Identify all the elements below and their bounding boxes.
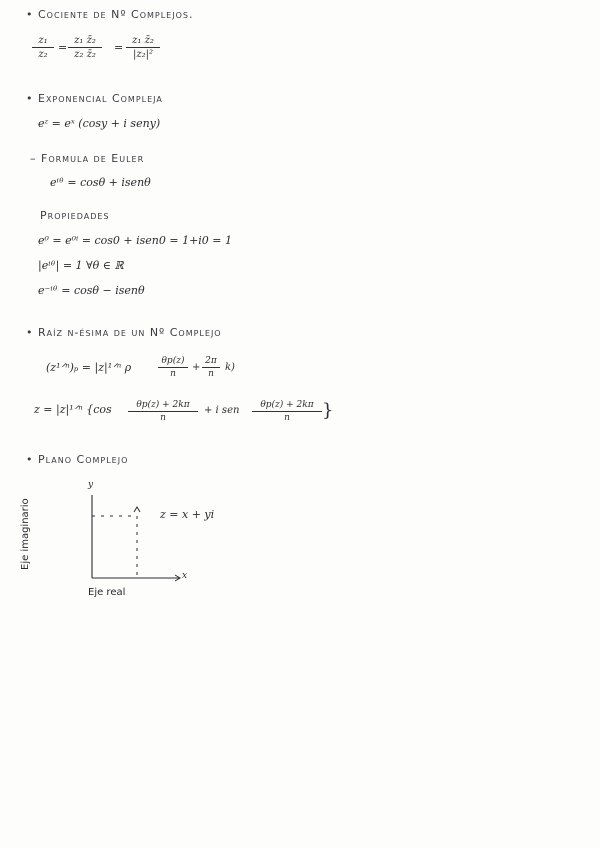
section-title: Exponencial Compleja [38, 92, 163, 105]
property-line-3: e⁻ⁱᶿ = cosθ − isenθ [38, 284, 145, 297]
bullet: • [26, 453, 34, 466]
section-title: Plano Complejo [38, 453, 129, 466]
root-formula-full-lhs: z = |z|¹ᐟⁿ {cos [34, 403, 112, 416]
fraction-conjugate: $\frac{\text{z₁ z̄₂}}{\text{z₂ z̄₂}}$ [68, 35, 102, 60]
fraction-theta-over-n: $\frac{\theta p(z)}{n}$ [158, 356, 188, 379]
x-axis-title: Eje real [88, 587, 126, 598]
fraction-modulus: $\frac{\text{z₁ z̄₂}}{\text{|z₂|²}}$ [126, 35, 160, 60]
plus-sign: + [192, 362, 201, 373]
bullet: • [26, 92, 34, 105]
equals-sign: = [58, 41, 68, 54]
property-line-1: e⁰ = e⁰ⁱ = cos0 + isen0 = 1+i0 = 1 [38, 234, 233, 247]
bullet: • [26, 8, 34, 21]
equals-sign: = [114, 41, 124, 54]
equation-euler: eⁱᶿ = cosθ + isenθ [50, 176, 151, 189]
fraction-angle-cos: $\frac{\theta p(z) + 2k\pi}{n}$ [128, 400, 198, 423]
bullet: • [26, 326, 34, 339]
root-formula-tail: k) [225, 362, 235, 373]
bullet: – [30, 152, 37, 165]
point-arrow [134, 507, 140, 512]
fraction-angle-sen: $\frac{\theta p(z) + 2k\pi}{n}$ [252, 400, 322, 423]
fraction-2pi-over-n: $\frac{2\pi}{n}$ [202, 356, 220, 379]
property-line-2: |eⁱᶿ| = 1 ∀θ ∈ ℝ [38, 259, 124, 272]
section-title: Raíz n-ésima de un Nº Complejo [38, 326, 222, 339]
section-title: Cociente de Nº Complejos. [38, 8, 194, 21]
point-z-label: z = x + yi [160, 508, 215, 521]
equation-exponential: eᶻ = eˣ (cosy + i seny) [38, 117, 161, 130]
root-formula-mid: + i sen [204, 405, 240, 416]
root-formula-lhs: (z¹ᐟⁿ)ₚ = |z|¹ᐟⁿ ρ [46, 361, 132, 374]
y-axis-title: Eje imaginario [20, 498, 31, 570]
x-axis-label: x [182, 571, 188, 581]
closing-brace: } [322, 400, 334, 421]
section-title: Formula de Euler [41, 152, 145, 165]
y-axis-label: y [88, 480, 94, 490]
fraction-z1-z2: $\frac{\text{z₁}}{\text{z₂}}$ [32, 35, 54, 60]
section-title: Propiedades [40, 209, 110, 222]
